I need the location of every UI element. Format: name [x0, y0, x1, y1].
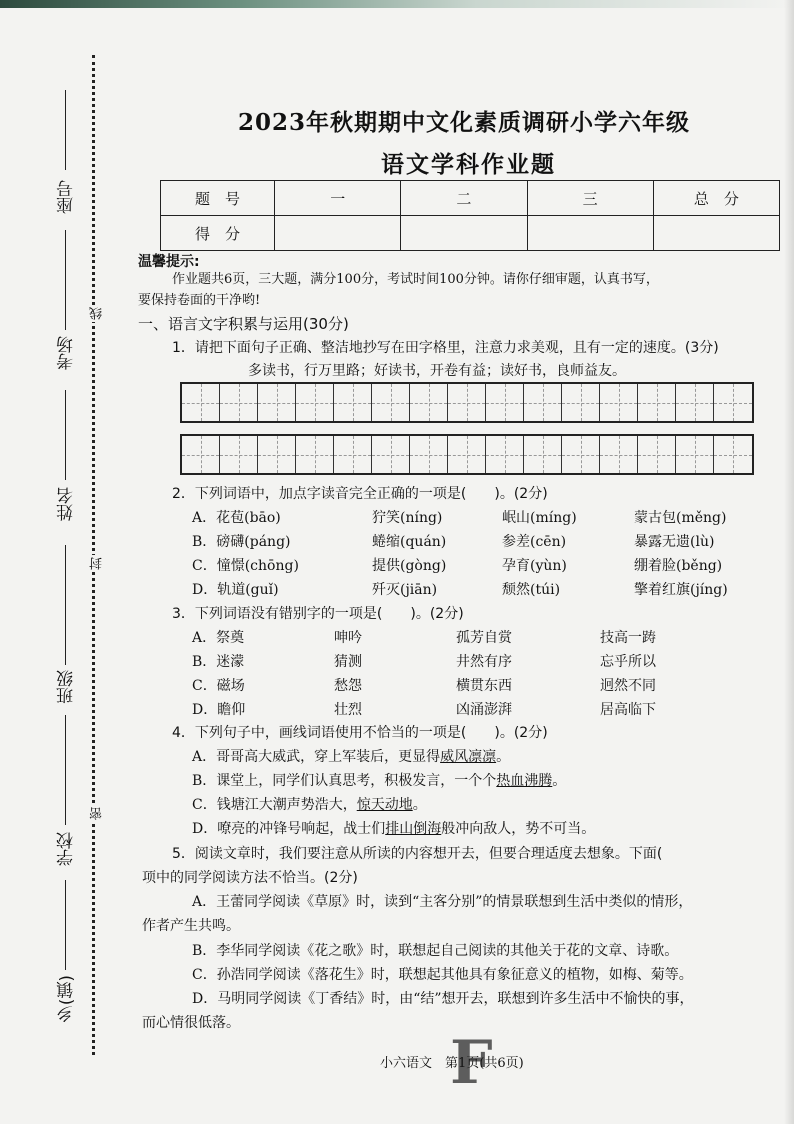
tianzige-grid-row-2[interactable] — [180, 434, 754, 475]
option-c: C．钱塘江大潮声势浩大，惊天动地。 — [192, 797, 427, 813]
option-word: 参差(cēn) — [502, 534, 567, 550]
seat-number-blank — [65, 90, 66, 170]
option-word: 绷着脸(běng) — [634, 558, 723, 574]
option-d: D．轨道(guǐ) — [192, 582, 279, 598]
exam-room-label: 考场 — [57, 336, 77, 370]
option-word: 忘乎所以 — [600, 654, 656, 670]
option-b: B．李华同学阅读《花之歌》时，联想起自己阅读的其他关于花的文章、诗歌。 — [192, 943, 679, 959]
question-4: 4．下列句子中，画线词语使用不恰当的一项是( )。(2分) — [172, 725, 548, 741]
page-footer: 小六语文 第1页(共6页) — [380, 1056, 524, 1071]
question-5-cont: 项中的同学阅读方法不恰当。(2分) — [142, 870, 358, 886]
option-word: 蒙古包(měng) — [634, 510, 727, 526]
score-header-cell: 题 号 — [161, 181, 275, 216]
option-d: D．嘹亮的冲锋号响起，战士们排山倒海般冲向敌人，势不可当。 — [192, 821, 596, 837]
option-a-cont: 作者产生共鸣。 — [142, 918, 240, 934]
name-label: 姓名 — [57, 487, 77, 521]
exam-room-blank — [65, 230, 66, 330]
option-c: C．磁场 — [192, 678, 245, 694]
option-word: 壮烈 — [334, 702, 362, 718]
option-word: 愁怨 — [334, 678, 362, 694]
score-row-label: 得 分 — [161, 216, 275, 251]
option-word: 暴露无遗(lù) — [634, 534, 715, 550]
option-word: 井然有序 — [456, 654, 512, 670]
option-word: 技高一踌 — [600, 630, 656, 646]
page-shadow — [784, 0, 794, 1124]
option-word: 蜷缩(quán) — [372, 534, 447, 550]
copy-sentence: 多读书，行万里路；好读书，开卷有益；读好书，良师益友。 — [248, 363, 626, 379]
option-d: D．瞻仰 — [192, 702, 246, 718]
exam-subtitle: 语文学科作业题 — [381, 151, 556, 178]
option-d: D．马明同学阅读《丁香结》时，由“结”想开去，联想到许多生活中不愉快的事， — [192, 991, 694, 1007]
option-word: 猜测 — [334, 654, 362, 670]
option-b: B．磅礴(páng) — [192, 534, 291, 550]
school-label: 学校 — [57, 832, 77, 866]
score-cell[interactable] — [527, 216, 653, 251]
page-mark: F — [450, 1028, 493, 1098]
score-table-score-row — [161, 216, 780, 251]
tips-heading: 温馨提示: — [138, 254, 200, 270]
underlined-word: 惊天动地 — [356, 797, 413, 813]
binding-margin — [0, 0, 130, 1124]
tips-line: 作业题共6页，三大题，满分100分，考试时间100分钟。请你仔细审题，认真书写， — [172, 272, 659, 287]
score-header-cell: 总 分 — [653, 181, 779, 216]
score-cell[interactable] — [653, 216, 779, 251]
score-cell[interactable] — [401, 216, 527, 251]
option-word: 居高临下 — [600, 702, 656, 718]
score-header-cell: 一 — [275, 181, 401, 216]
question-2: 2．下列词语中，加点字读音完全正确的一项是( )。(2分) — [172, 486, 548, 502]
section-heading: 一、语言文字积累与运用(30分) — [138, 315, 349, 333]
option-word: 孤芳自赏 — [456, 630, 512, 646]
option-word: 横贯东西 — [456, 678, 512, 694]
option-c: C．憧憬(chōng) — [192, 558, 299, 574]
option-word: 呻吟 — [334, 630, 362, 646]
score-table — [160, 180, 780, 251]
question-5: 5．阅读文章时，我们要注意从所读的内容想开去，但要合理适度去想象。下面( — [172, 846, 663, 862]
option-word: 颓然(túi) — [502, 582, 561, 598]
exam-title: 2023年秋期期中文化素质调研小学六年级 — [238, 109, 691, 136]
option-a: A．花苞(bāo) — [192, 510, 281, 526]
question-3: 3．下列词语没有错别字的一项是( )。(2分) — [172, 606, 464, 622]
score-table-header-row — [161, 181, 780, 216]
seal-char-secret: 密 — [90, 807, 105, 820]
option-word: 提供(gòng) — [372, 558, 447, 574]
tianzige-grid-row-1[interactable] — [180, 382, 754, 423]
option-word: 凶涌澎湃 — [456, 702, 512, 718]
option-a: A．哥哥高大威武，穿上军装后，更显得威风凛凛。 — [192, 749, 511, 765]
option-word: 孕育(yùn) — [502, 558, 567, 574]
name-blank — [65, 390, 66, 480]
tips-line: 要保持卷面的干净哟! — [138, 293, 261, 308]
option-c: C．孙浩同学阅读《落花生》时，联想起其他具有象征意义的植物，如梅、菊等。 — [192, 967, 693, 983]
option-word: 岷山(míng) — [502, 510, 577, 526]
town-blank — [65, 880, 66, 970]
town-label: 乡(镇) — [57, 975, 77, 1023]
question-1: 1．请把下面句子正确、整洁地抄写在田字格里，注意力求美观，且有一定的速度。(3分) — [172, 340, 719, 356]
seal-char-seal: 封 — [90, 557, 105, 570]
option-b: B．课堂上，同学们认真思考，积极发言，一个个热血沸腾。 — [192, 773, 567, 789]
seal-char-line: 线 — [90, 307, 105, 320]
option-d-cont: 而心情很低落。 — [142, 1015, 240, 1031]
underlined-word: 排山倒海 — [385, 821, 442, 837]
seat-number-label: 座号 — [57, 180, 77, 214]
score-header-cell: 二 — [401, 181, 527, 216]
option-a: A．王蕾同学阅读《草原》时，读到“主客分别”的情景联想到生活中类似的情形， — [192, 894, 693, 910]
class-label: 班级 — [57, 670, 77, 704]
option-word: 迥然不同 — [600, 678, 656, 694]
score-header-cell: 三 — [527, 181, 653, 216]
option-word: 狞笑(níng) — [372, 510, 443, 526]
option-word: 擎着红旗(jíng) — [634, 582, 728, 598]
underlined-word: 威风凛凛 — [440, 749, 497, 765]
option-word: 歼灭(jiān) — [372, 582, 438, 598]
school-blank — [65, 715, 66, 825]
option-b: B．迷濛 — [192, 654, 245, 670]
class-blank — [65, 545, 66, 665]
underlined-word: 热血沸腾 — [496, 773, 553, 789]
score-cell[interactable] — [275, 216, 401, 251]
option-a: A．祭奠 — [192, 630, 245, 646]
